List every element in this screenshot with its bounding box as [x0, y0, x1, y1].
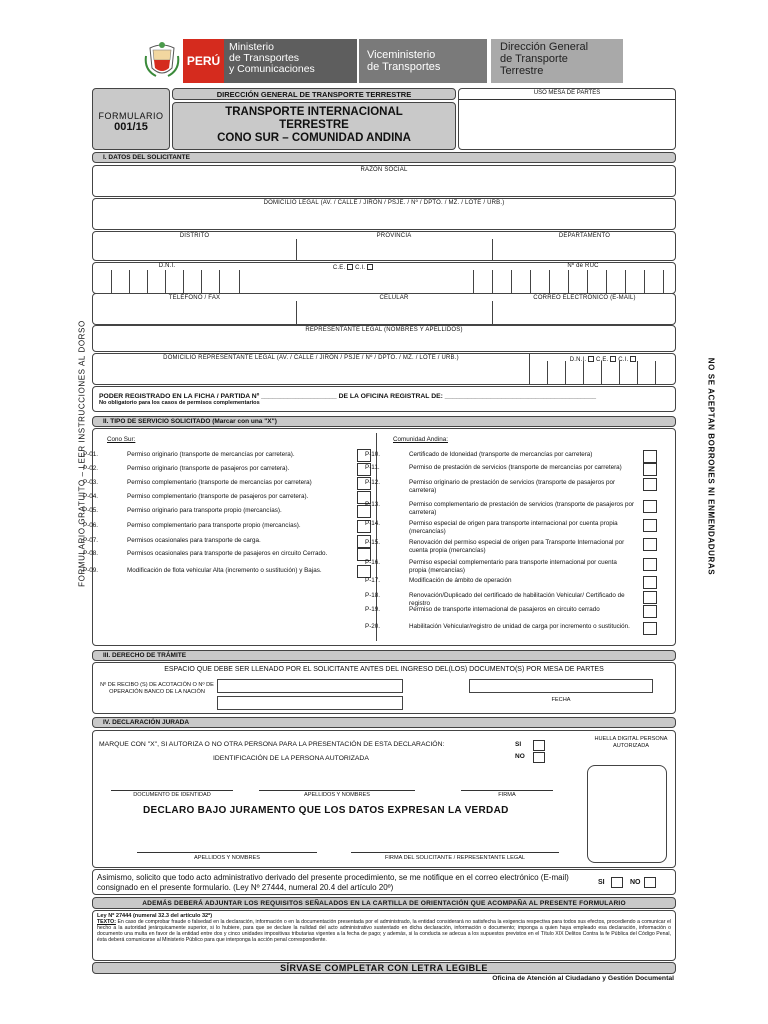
service-checkbox-p-13[interactable] [643, 500, 657, 513]
service-checkbox-p-16[interactable] [643, 558, 657, 571]
comunidad-heading: Comunidad Andina: [393, 436, 448, 443]
ruc-cells[interactable] [473, 270, 677, 294]
fecha-label: FECHA [551, 697, 571, 703]
domicilio-field[interactable] [92, 198, 676, 230]
title-line-1: TRANSPORTE INTERNACIONAL [225, 106, 403, 118]
direction-line-1: Dirección General [500, 41, 589, 53]
ce-ci-label: C.E. C.I. [303, 263, 403, 271]
service-option-p-10: P-10. Certificado de Idoneidad (transporte de mercancías por carretera) [365, 451, 593, 458]
viceministry-logo [359, 39, 487, 83]
service-option-p-06: P-06. Permiso complementario para transporte propio (mercancías). [83, 522, 301, 529]
service-checkbox-p-20[interactable] [643, 622, 657, 635]
viceministry-line-2: de Transportes [367, 61, 441, 73]
service-checkbox-p-10[interactable] [643, 450, 657, 463]
razon-social-label: RAZÓN SOCIAL [360, 167, 408, 173]
firma-solicitante-label: FIRMA DEL SOLICITANTE / REPRESENTANTE LEGAL [384, 855, 526, 861]
ci-checkbox[interactable] [367, 264, 373, 270]
side-note-left: FORMULARIO GRATUITO – LEER INSTRUCCIONES AL DORSO [77, 320, 87, 587]
service-option-p-16: P-16. Permiso especial complementario para transporte internacional por cuenta propia (mercancías) [365, 559, 617, 574]
ubicacion-row [92, 231, 676, 261]
service-option-p-17: P-17. Modificación de ámbito de operación [365, 577, 512, 584]
si-label: SI [515, 741, 522, 748]
domicilio-label: DOMICILIO LEGAL (AV. / CALLE / JIRÓN / PSJE. / Nº / DPTO. / MZ. / LOTE / URB.) [263, 200, 505, 206]
ministry-line-1: Ministerio [229, 41, 274, 53]
authorize-no-checkbox[interactable] [533, 752, 545, 763]
service-option-p-02: P-02. Permiso originario (transporte de pasajeros por carretera). [83, 465, 290, 472]
mesa-partes-box[interactable] [458, 88, 676, 150]
service-option-p-03: P-03. Permiso complementario (transporte de mercancías por carretera) [83, 479, 312, 486]
law-box [92, 910, 676, 961]
viceministry-line-1: Viceministerio [367, 49, 436, 61]
service-checkbox-p-12[interactable] [643, 478, 657, 491]
direction-line-3: Terrestre [500, 65, 544, 77]
service-checkbox-p-18[interactable] [643, 591, 657, 604]
section-4-title: IV. DECLARACIÓN JURADA [92, 717, 676, 728]
notify-box [92, 869, 676, 895]
ministry-line-2: de Transportes [229, 52, 300, 64]
law-title: Ley Nº 27444 (numeral 32.3 del artículo 32º) [97, 913, 213, 919]
direction-logo [491, 39, 623, 83]
section-3-title: III. DERECHO DE TRÁMITE [92, 650, 676, 661]
dni-label: D.N.I. [158, 263, 176, 269]
distrito-label: DISTRITO [179, 233, 210, 239]
service-option-p-11: P-11. Permiso de prestación de servicios (transporte de mercancías por carretera) [365, 464, 622, 471]
service-option-p-19: P-19. Permiso de transporte internacional de pasajeros en circuito cerrado [365, 606, 600, 613]
service-checkbox-p-14[interactable] [643, 519, 657, 532]
dni-cells[interactable] [93, 270, 241, 294]
mesa-partes-label: USO MESA DE PARTES [533, 90, 601, 96]
coat-of-arms-icon [144, 40, 180, 82]
huella-box[interactable] [587, 765, 667, 863]
cono-sur-heading: Cono Sur: [107, 436, 136, 443]
title-line-2: TERRESTRE [279, 119, 349, 131]
service-option-p-01: P-01. Permiso originario (transporte de mercancías por carretera). [83, 451, 295, 458]
contacto-row [92, 293, 676, 325]
space-instruction: ESPACIO QUE DEBE SER LLENADO POR EL SOLICITANTE ANTES DEL INGRESO DEL(LOS) DOCUMENTO(S) POR MESA DE PARTES [164, 666, 604, 673]
correo-label: CORREO ELECTRÓNICO (E-MAIL) [533, 295, 636, 301]
form-label: FORMULARIO [98, 111, 164, 121]
notify-no-label: NO [630, 879, 641, 886]
ce-checkbox[interactable] [347, 264, 353, 270]
dni2-cells[interactable] [529, 361, 677, 385]
direction-line-2: de Transporte [500, 53, 568, 65]
firma-label: FIRMA [498, 792, 516, 798]
doc-ident-label: DOCUMENTO DE IDENTIDAD [133, 792, 211, 798]
no-label: NO [515, 753, 525, 760]
service-option-p-08: P-08. Permisos ocasionales para transporte de pasajeros en circuito Cerrado. [83, 550, 328, 557]
telefono-label: TELÉFONO / FAX [168, 295, 221, 301]
recibo-field-1[interactable] [217, 679, 403, 693]
authorize-yes-checkbox[interactable] [533, 740, 545, 751]
departamento-label: DEPARTAMENTO [558, 233, 611, 239]
section-1-title: I. DATOS DEL SOLICITANTE [92, 152, 676, 163]
peru-logo [183, 39, 357, 83]
dni2-label: D.N.I. C.E. C.I. [529, 355, 677, 363]
service-option-p-20: P-20. Habilitación Vehicular/registro de unidad de carga por incremento o sustitución. [365, 623, 630, 630]
form-number-box [92, 88, 170, 150]
recibo-field-2[interactable] [217, 696, 403, 710]
representante-field[interactable] [92, 325, 676, 352]
side-note-right: NO SE ACEPTAN BORRONES NI ENMENDADURAS [706, 357, 716, 576]
marque-text: MARQUE CON "X", SI AUTORIZA O NO OTRA PERSONA PARA LA PRESENTACIÓN DE ESTA DECLARACIÓN: [99, 741, 445, 748]
service-option-p-14: P-14. Permiso especial de origen para transporte internacional por cuenta propia (mercancías) [365, 520, 618, 535]
form-number: 001/15 [114, 121, 148, 133]
poder-note: No obligatorio para los casos de permisos complementarios [99, 400, 260, 406]
poder-text: PODER REGISTRADO EN LA FICHA / PARTIDA Nº ____________________ DE LA OFICINA REGISTRAL DE: ________________________________________ [99, 393, 597, 400]
notify-yes-checkbox[interactable] [611, 877, 623, 888]
service-option-p-12: P-12. Permiso originario de prestación de servicios (transporte de pasajeros por carretera) [365, 479, 616, 494]
adjuntar-banner: ADEMÁS DEBERÁ ADJUNTAR LOS REQUISITOS SEÑALADOS EN LA CARTILLA DE ORIENTACIÓN QUE ACOMPAÑA AL PRESENTE FORMULARIO [92, 897, 676, 909]
apellidos-label: APELLIDOS Y NOMBRES [303, 792, 370, 798]
provincia-label: PROVINCIA [376, 233, 412, 239]
domicilio-rep-row [92, 353, 676, 385]
service-option-p-05: P-05. Permiso originario para transporte propio (mercancías). [83, 507, 282, 514]
service-checkbox-p-15[interactable] [643, 538, 657, 551]
notify-text: Asimismo, solicito que todo acto administrativo derivado del presente procedimiento, se me notifique en el correo electrónico (E-mail) consignado en el presente formulario. (Ley Nº 27444, numeral 20.4 del artículo 20º) [97, 873, 569, 892]
notify-si-label: SI [598, 879, 605, 886]
declaro-text: DECLARO BAJO JURAMENTO QUE LOS DATOS EXPRESAN LA VERDAD [143, 805, 509, 816]
footer-office: Oficina de Atención al Ciudadano y Gestión Documental [492, 975, 674, 982]
direction-bar: DIRECCIÓN GENERAL DE TRANSPORTE TERRESTRE [172, 88, 456, 100]
form-title-box [172, 102, 456, 150]
poder-row[interactable] [92, 386, 676, 412]
section-2-title: II. TIPO DE SERVICIO SOLICITADO (Marcar con una "X") [92, 416, 676, 427]
derecho-tramite-box [92, 662, 676, 714]
peru-brand: PERÚ [183, 39, 224, 83]
fecha-field[interactable] [469, 679, 653, 693]
service-checkbox-p-19[interactable] [643, 605, 657, 618]
identificacion-row [92, 262, 676, 294]
service-option-p-07: P-07. Permisos ocasionales para transporte de carga. [83, 537, 261, 544]
ministry-line-3: y Comunicaciones [229, 63, 315, 75]
service-option-p-04: P-04. Permiso complementario (transporte de pasajeros por carretera). [83, 493, 309, 500]
declaracion-box [92, 730, 676, 868]
representante-label: REPRESENTANTE LEGAL (NOMBRES Y APELLIDOS) [305, 327, 463, 333]
service-option-p-15: P-15. Renovación del permiso especial de origen para Transporte Internacional por cuenta propia (mercancías) [365, 539, 625, 554]
apellidos2-label: APELLIDOS Y NOMBRES [193, 855, 260, 861]
celular-label: CELULAR [379, 295, 409, 301]
huella-label: HUELLA DIGITAL PERSONA AUTORIZADA [594, 736, 668, 749]
notify-no-checkbox[interactable] [644, 877, 656, 888]
service-checkbox-p-11[interactable] [643, 463, 657, 476]
service-option-p-13: P-13. Permiso complementario de prestación de servicios (transporte de pasajeros por carretera) [365, 501, 635, 516]
law-body: TEXTO: En caso de comprobar fraude o falsedad en la declaración, información o en la documentación presentada por el administrado, la entidad considerará no satisfecha la exigencia respectiva para todos sus efectos, procediendo a comunicar el hecho a la autoridad jerárquicamente superior, si lo hubiere, para que se declare la nulidad del acto administrativo sustentado en dicha declaración, información o documento; imponga a quien haya empleado esa declaración, información o documento una multa en favor de la entidad entre dos y cinco unidades impositivas tributarias vigentes a la fecha de pago; y además, si la conducta se adecua a los supuestos previstos en el Título XIX Delitos Contra la fe Pública del Código Penal, ésta deberá comunicarse al Ministerio Público para que interponga la acción penal correspondiente. [97, 919, 671, 943]
title-line-3: CONO SUR – COMUNIDAD ANDINA [217, 132, 411, 144]
service-type-box [83, 428, 676, 646]
recibo-label: Nº DE RECIBO (S) DE ACOTACIÓN O Nº DE OPERACIÓN BANCO DE LA NACIÓN [100, 682, 214, 695]
footer-banner: SÍRVASE COMPLETAR CON LETRA LEGIBLE [92, 962, 676, 974]
ident-text: IDENTIFICACIÓN DE LA PERSONA AUTORIZADA [213, 755, 369, 762]
razon-social-field[interactable] [92, 165, 676, 197]
service-option-p-09: P-09. Modificación de flota vehicular Alta (incremento o sustitución) y Bajas. [83, 567, 322, 574]
domicilio-rep-label: DOMICILIO REPRESENTANTE LEGAL (AV. / CALLE / JIRÓN / PSJE / Nº / DPTO. / MZ. / LOTE / URB.) [163, 355, 459, 361]
service-option-p-18: P-18. Renovación/Duplicado del certificado de habilitación Vehicular/ Certificado de registro [365, 592, 625, 607]
service-checkbox-p-17[interactable] [643, 576, 657, 589]
ruc-label: Nº de RUC [567, 263, 599, 269]
